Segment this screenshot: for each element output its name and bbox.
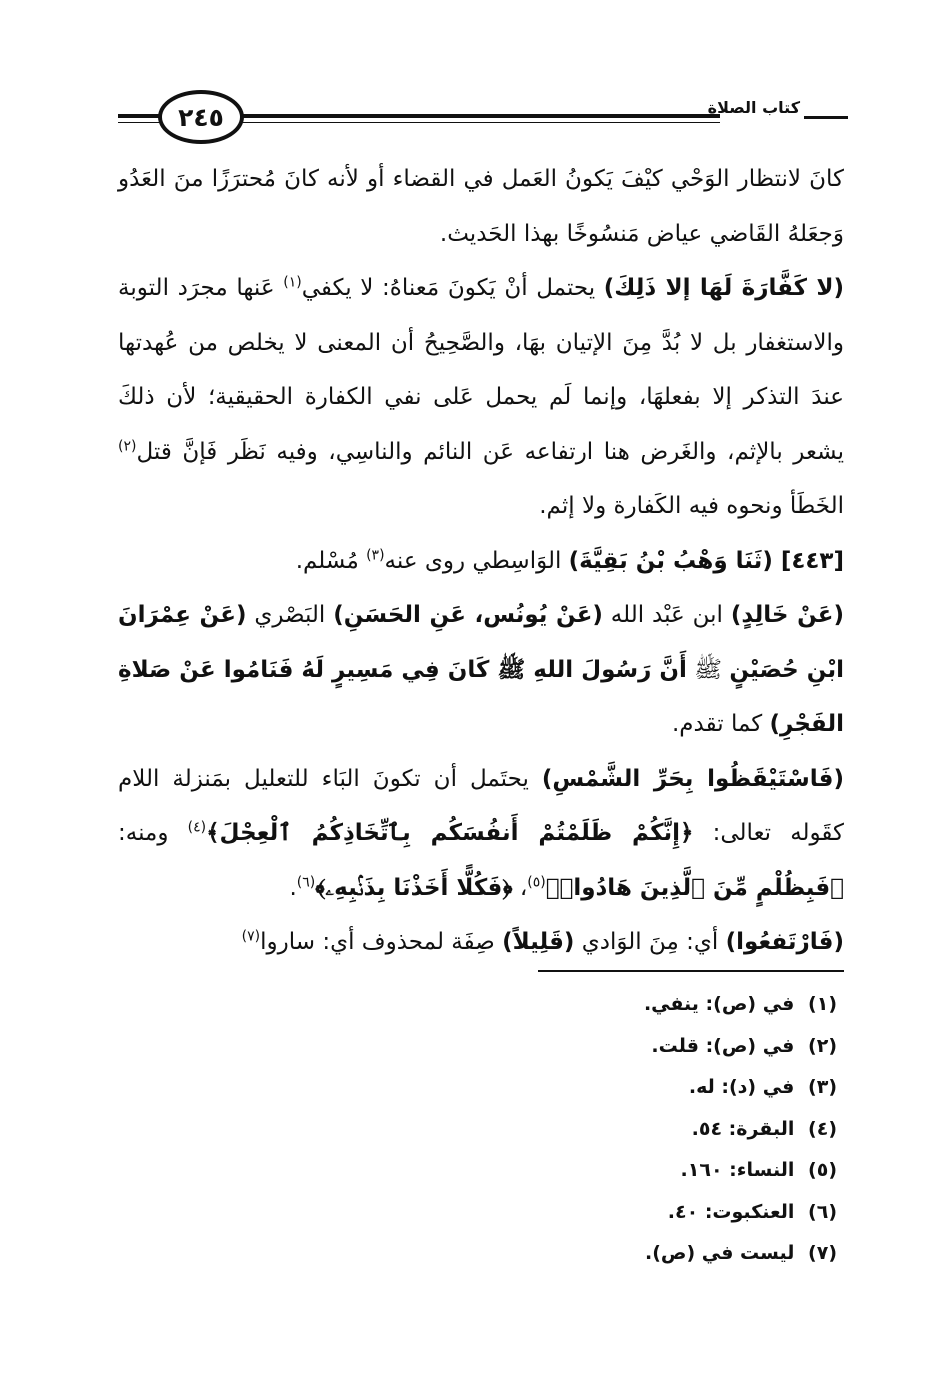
bold-phrase: (عَنْ خَالِدٍ)	[730, 602, 844, 628]
bold-phrase: (فَاسْتَيْقَظُوا بِحَرِّ الشَّمْسِ)	[541, 765, 844, 792]
footnote-ref: (٤)	[187, 819, 207, 836]
footnote-text: النساء: ١٦٠.	[680, 1159, 795, 1181]
bold-phrase: [٤٤٣] (ثَنَا وَهْبُ بْنُ بَقِيَّةَ)	[568, 547, 844, 574]
footnote	[417, 1233, 837, 1275]
footnote-ref: (٦)	[296, 873, 316, 890]
text-run: مُسْلم.	[295, 547, 367, 574]
text-run: .	[289, 874, 297, 901]
text-run: يحتَمل أن تكونَ البَاء للتعليل بمَنزلة اللام كقَوله تعالى:	[118, 765, 845, 846]
paragraph	[118, 261, 844, 534]
footnote	[417, 984, 837, 1026]
footnote-separator	[538, 970, 844, 972]
footnotes	[417, 984, 837, 1275]
paragraph	[118, 752, 844, 916]
footnote-ref: (٥)	[527, 873, 546, 890]
bold-phrase: ﴿فَبِظُلْمٍ مِّنَ ٱلَّذِينَ هَادُوا۟﴾	[545, 874, 844, 901]
paragraph	[118, 152, 844, 261]
footnote	[417, 1067, 837, 1109]
footnote-text: في (ص): ينفي.	[643, 993, 795, 1015]
bold-phrase: ﴿فَكُلًّا أَخَذْنَا بِذَنۢبِهِۦ﴾	[315, 874, 513, 901]
text-run: الخَطَأ ونحوه فيه الكَفارة ولا إثم.	[539, 493, 844, 519]
header-rule-left	[118, 114, 162, 118]
text-run: كانَ لانتظار الوَحْي كيْفَ يَكونُ العَمل في القضاء أو لأنه كانَ مُحترَزًا منَ العَدُو وَجعَلهُ القَاضي عياض مَنسُوخًا بهذا الحَديث.	[118, 166, 844, 247]
text-run: عَنها مجرَد التوبة والاستغفار بل لا بُدَّ مِنَ الإتيان بهَا، والصَّحِيحُ أن المعنى لا يخلص من عُهدتها عندَ التذكر إلا بفعلهَا، وإنما لَم يحمل عَلى نفي الكفارة الحقيقية؛ لأن ذلكَ يشعر بالإثم، والغَرض هنا ارتفاعه عَن النائم والناسِي، وفيه نَظَر فَإنَّ قتل	[118, 275, 844, 465]
footnote-text: ليست في (ص).	[645, 1242, 795, 1264]
book-title: كتاب الصلاة	[707, 98, 800, 117]
paragraph	[118, 915, 844, 970]
text-run: ﷺ	[686, 656, 730, 683]
footnote-number: (٧)	[808, 1242, 837, 1264]
bold-phrase: ﴿إِنَّكُمْ ظَلَمْتُمْ أَنفُسَكُم بِٱتِّخَاذِكُمُ ٱلْعِجْلَ﴾	[206, 820, 694, 846]
bold-phrase: (عَنْ عِمْرَانَ ابْنِ حُصَيْنٍ	[118, 602, 845, 683]
text-run: يحتمل أنْ يَكونَ مَعناهُ: لا يكفي	[301, 275, 604, 301]
footnote-number: (٥)	[808, 1159, 837, 1181]
text-run: الوَاسِطي روى عنه	[384, 547, 569, 574]
paragraph	[118, 534, 844, 589]
footnote-ref: (٢)	[118, 437, 137, 454]
footnote-number: (٢)	[808, 1034, 837, 1057]
footnote-text: البقرة: ٥٤.	[691, 1117, 795, 1140]
footnote-ref: (١)	[283, 274, 302, 291]
running-header	[118, 88, 848, 148]
header-rule-middle	[242, 114, 720, 118]
text-run: كما تقدم.	[671, 711, 770, 737]
bold-phrase: (فَارْتَفعُوا)	[725, 929, 844, 955]
footnote	[417, 1192, 837, 1234]
footnote-text: العنكبوت: ٤٠.	[667, 1200, 795, 1223]
footnote-number: (٦)	[808, 1200, 837, 1223]
paragraph	[118, 588, 844, 752]
header-rule-right	[804, 116, 848, 119]
bold-phrase: (لا كَفَّارَةَ لَهَا إلا ذَلِكَ)	[603, 275, 844, 301]
footnote-text: في (ص): قلت.	[651, 1034, 795, 1057]
main-text	[118, 152, 844, 970]
footnote-ref: (٧)	[241, 928, 261, 945]
page-number: ٢٤٥	[178, 102, 224, 132]
footnote-ref: (٣)	[366, 546, 385, 563]
bold-phrase: (عَنْ يُونُس، عَنِ الحَسَنِ)	[333, 602, 603, 628]
bold-phrase: (قَلِيلاً)	[502, 929, 575, 955]
footnote-number: (١)	[808, 993, 837, 1015]
footnote	[417, 1026, 837, 1068]
text-run: ابن عَبْد الله	[602, 602, 731, 628]
text-run: صِفَة لمحذوف أي: ساروا	[260, 929, 503, 955]
footnote-number: (٣)	[808, 1076, 837, 1098]
footnote	[417, 1109, 837, 1151]
footnote	[417, 1150, 837, 1192]
footnote-number: (٤)	[808, 1117, 837, 1140]
footnote-text: في (د): له.	[688, 1076, 795, 1098]
bold-phrase: أَنَّ رَسُولَ اللهِ ﷺ كَانَ فِي مَسِيرٍ لَهُ فَنَامُوا عَنْ صَلاةِ الفَجْرِ)	[118, 656, 844, 737]
page-number-badge	[158, 90, 244, 144]
text-run: ،	[512, 874, 528, 901]
text-run: أي: مِنَ الوَادي	[574, 929, 726, 955]
text-run: ومنه:	[118, 820, 188, 846]
text-run: البَصْري	[246, 602, 334, 628]
